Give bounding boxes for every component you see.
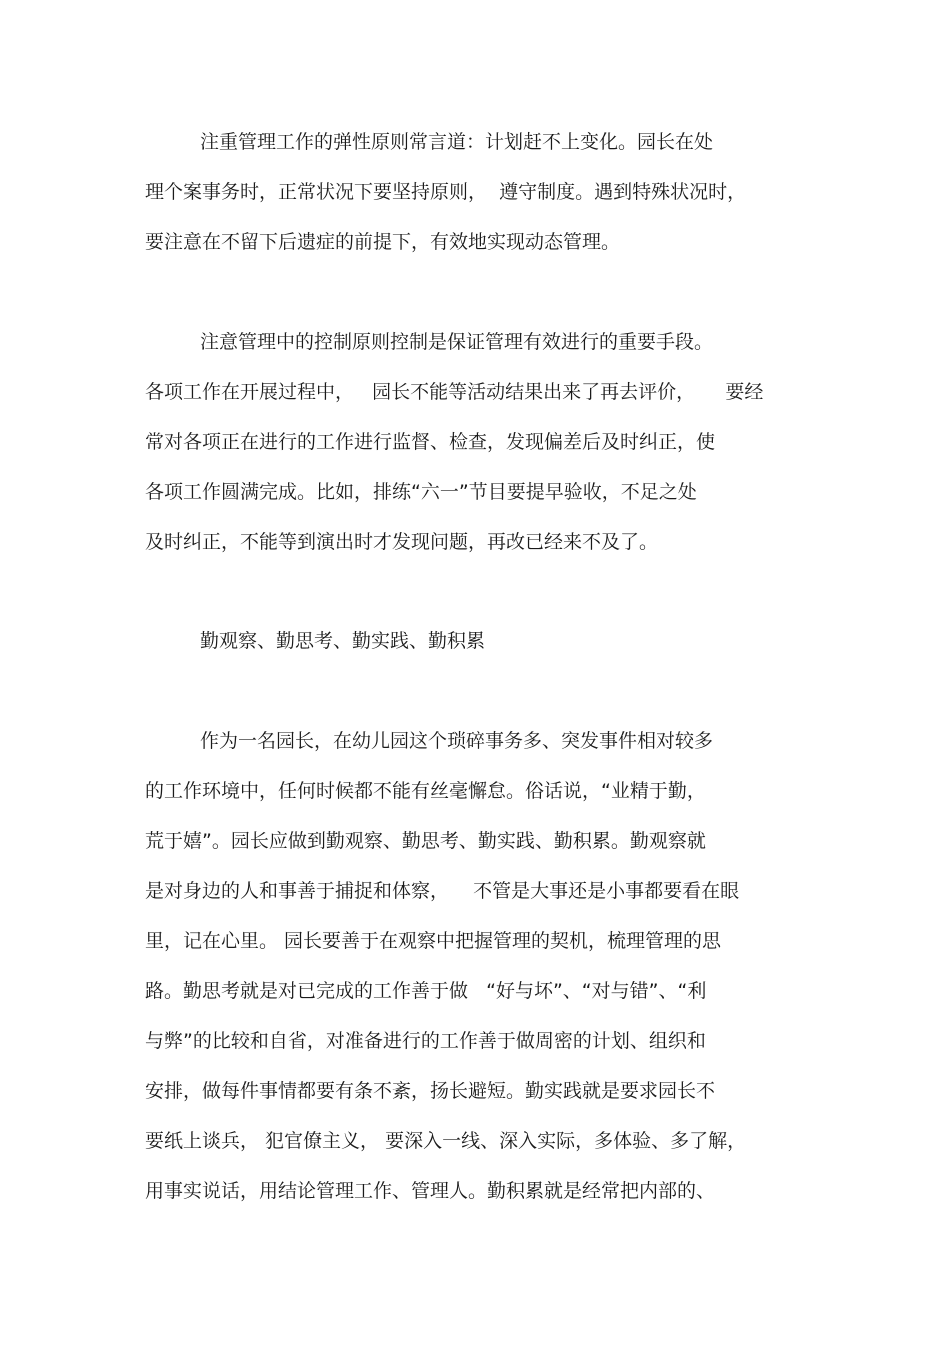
paragraph-4-line-8: 安排，做每件事情都要有条不紊，扬长避短。勤实践就是要求园长不 — [145, 1080, 716, 1102]
paragraph-1-line-1: 注重管理工作的弹性原则常言道：计划赶不上变化。园长在处 — [200, 131, 714, 153]
paragraph-4-line-5: 里，记在心里。 园长要善于在观察中把握管理的契机，梳理管理的思 — [145, 930, 722, 952]
section-heading-line: 勤观察、勤思考、勤实践、勤积累 — [200, 630, 486, 652]
paragraph-4-line-4: 是对身边的人和事善于捕捉和体察， 不管是大事还是小事都要看在眼 — [145, 880, 740, 902]
paragraph-4-line-2: 的工作环境中，任何时候都不能有丝毫懈怠。俗话说，“业精于勤， — [145, 780, 706, 802]
paragraph-2-line-4: 各项工作圆满完成。比如，排练“六一”节目要提早验收，不足之处 — [145, 481, 697, 503]
paragraph-4-line-1: 作为一名园长，在幼儿园这个琐碎事务多、突发事件相对较多 — [200, 730, 714, 752]
paragraph-4-line-10: 用事实说话，用结论管理工作、管理人。勤积累就是经常把内部的、 — [145, 1180, 716, 1202]
paragraph-4-line-9: 要纸上谈兵， 犯官僚主义， 要深入一线、深入实际，多体验、多了解， — [145, 1130, 747, 1152]
paragraph-1-line-3: 要注意在不留下后遗症的前提下，有效地实现动态管理。 — [145, 231, 621, 253]
paragraph-2-line-5: 及时纠正，不能等到演出时才发现问题，再改已经来不及了。 — [145, 531, 659, 553]
paragraph-4-line-3: 荒于嬉”。园长应做到勤观察、勤思考、勤实践、勤积累。勤观察就 — [145, 830, 706, 852]
paragraph-2-line-1: 注意管理中的控制原则控制是保证管理有效进行的重要手段。 — [200, 331, 714, 353]
paragraph-1-line-2: 理个案事务时，正常状况下要坚持原则， 遵守制度。遇到特殊状况时， — [145, 181, 747, 203]
paragraph-4-line-7: 与弊”的比较和自省，对准备进行的工作善于做周密的计划、组织和 — [145, 1030, 706, 1052]
paragraph-2-line-2: 各项工作在开展过程中， 园长不能等活动结果出来了再去评价， 要经 — [145, 381, 764, 403]
paragraph-4-line-6: 路。勤思考就是对已完成的工作善于做 “好与坏”、“对与错”、“利 — [145, 980, 707, 1002]
paragraph-2-line-3: 常对各项正在进行的工作进行监督、检查，发现偏差后及时纠正，使 — [145, 431, 716, 453]
